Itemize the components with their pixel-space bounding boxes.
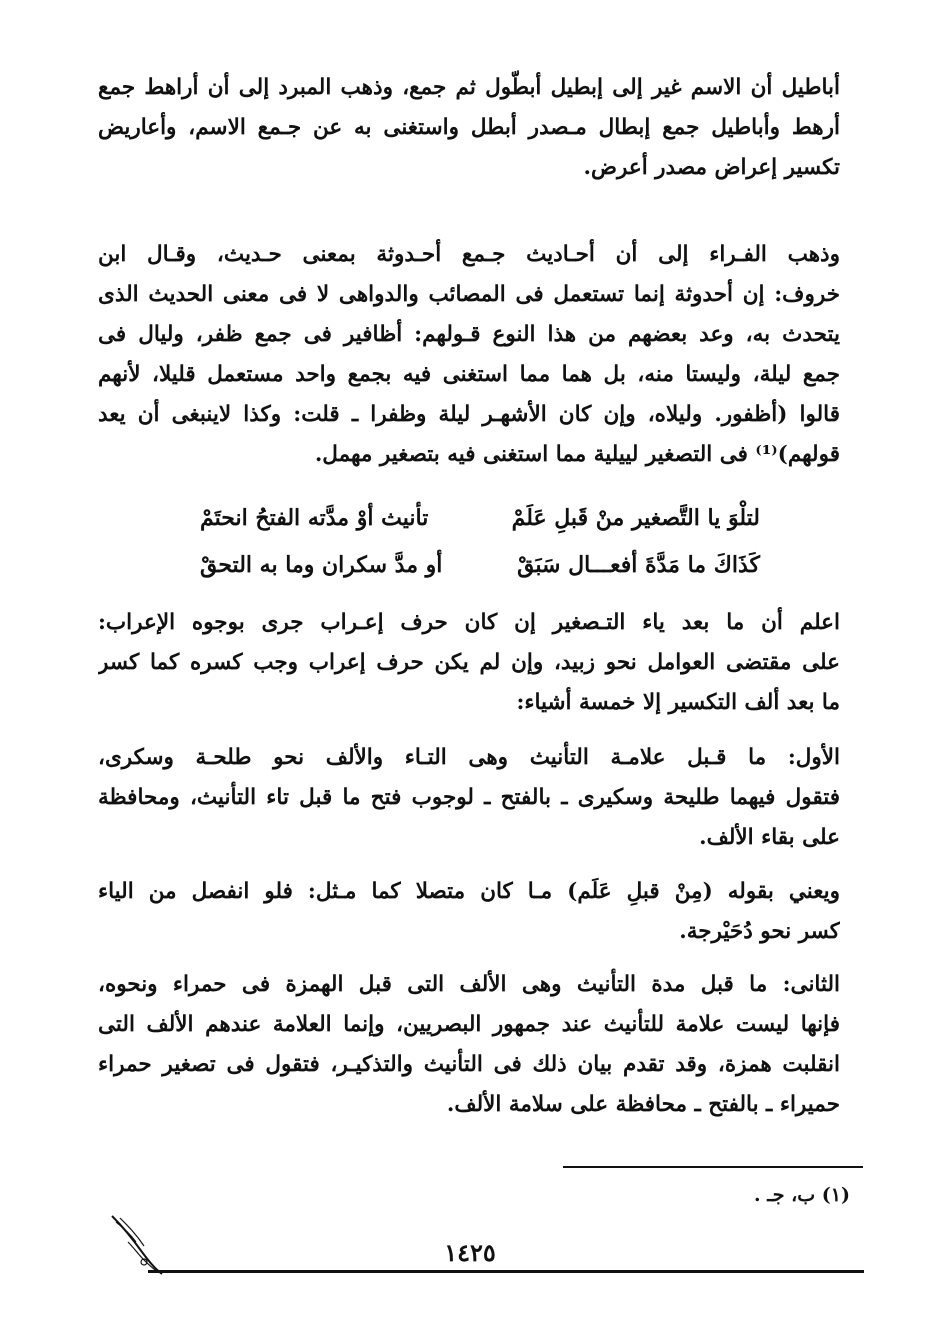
text-line: فتقول فيهما طليحة وسكيرى ـ بالفتح ـ لوجوب فتح ما قبل تاء التأنيث، ومحافظة [98, 785, 840, 810]
text-line: أباطيل أن الاسم غير إلى إبطيل أبطّول ثم جمع، وذهب المبرد إلى أن أراهط جمع [98, 75, 840, 100]
poem-verses [200, 495, 760, 589]
text-line: قالوا (أظفور. وليلاه، وإن كان الأشهـر ليلة وظفرا ـ قلت: وكذا لاينبغى أن يعد [98, 402, 840, 427]
poem-verse [200, 495, 760, 542]
text-line: كسر نحو دُحَيْرجة. [679, 919, 840, 944]
text-line: قولهم)⁽¹⁾ فى التصغير لييلية مما استغنى فيه بتصغير مهمل. [314, 442, 840, 467]
text-line: انقلبت همزة، وقد تقدم بيان ذلك فى التأنيث والتذكيـر، فتقول فى تصغير حمراء [98, 1052, 840, 1077]
text-line: على بقاء الألف. [699, 825, 840, 850]
verse-second-hemistich: أو مدَّ سكران وما به التحقْ [200, 552, 443, 578]
text-line: اعلم أن ما بعد ياء التـصغير إن كان حرف إعـراب جرى بوجوه الإعراب: [98, 610, 840, 635]
text-line: على مقتضى العوامل نحو زبيد، وإن لم يكن حرف إعراب وجب كسره كما كسر [98, 650, 840, 675]
poem-verse [200, 542, 760, 589]
footnote-divider [563, 1166, 863, 1168]
section-lead-word: الثانى: [782, 972, 840, 997]
text-line [98, 965, 840, 1005]
text-fragment: ما قـبل علامـة التأنيث وهى التـاء والألف نحو طلحـة وسكرى، [98, 745, 788, 770]
text-line: ويعني بقوله (مِنْ قبلِ عَلَم) مـا كان متصلا كما مـثل: فلو انفصل من الياء [98, 879, 840, 904]
text-line: تكسير إعراض مصدر أعرض. [583, 155, 840, 180]
text-line: حميراء ـ بالفتح ـ محافظة على سلامة الألف. [446, 1092, 840, 1117]
text-line: فإنها ليست علامة للتأنيث عند جمهور البصريين، وإنما العلامة عندهم الألف التى [98, 1012, 840, 1037]
verse-first-hemistich: كَذَاكَ ما مَدَّةَ أفعـــال سَبَقْ [517, 552, 760, 578]
verse-first-hemistich: لتلْوَ يا التَّصغير منْ قَبلِ عَلَمْ [511, 505, 760, 531]
text-fragment: ما قبل مدة التأنيث وهى الألف التى قبل الهمزة فى حمراء ونحوه، [98, 972, 783, 997]
text-line: ما بعد ألف التكسير إلا خمسة أشياء: [516, 690, 840, 715]
footnote: (١) ب، جـ . [754, 1184, 850, 1206]
text-line: جمع ليلة، وليستا منه، بل هما مما استغنى فيه بجمع واحد مستعمل قليلا، لأنهم [98, 362, 840, 387]
paragraph-4 [98, 738, 840, 858]
text-line: وذهب الفـراء إلى أن أحـاديث جـمع أحـدوثة بمعنى حـديث، وقـال ابن [98, 242, 840, 267]
verse-second-hemistich: تأنيث أوْ مدَّته الفتحُ انحتَمْ [200, 505, 429, 531]
paragraph-1 [98, 68, 840, 188]
paragraph-5 [98, 872, 840, 952]
text-line: خروف: إن أحدوثة إنما تستعمل فى المصائب والدواهى لا فى معنى الحديث الذى [98, 282, 840, 307]
section-lead-word: الأول: [787, 745, 840, 770]
text-line [98, 738, 840, 778]
page-number: ١٤٢٥ [444, 1238, 496, 1267]
text-line: أرهط وأباطيل جمع إبطال مـصدر أبطل واستغنى به عن جـمع الاسم، وأعاريض [98, 115, 840, 140]
bottom-rule [148, 1270, 864, 1273]
paragraph-6 [98, 965, 840, 1125]
text-line: يتحدث به، وعد بعضهم من هذا النوع قـولهم: أظافير فى جمع ظفر، وليال فى [98, 322, 840, 347]
paragraph-3 [98, 603, 840, 723]
paragraph-2 [98, 235, 840, 475]
